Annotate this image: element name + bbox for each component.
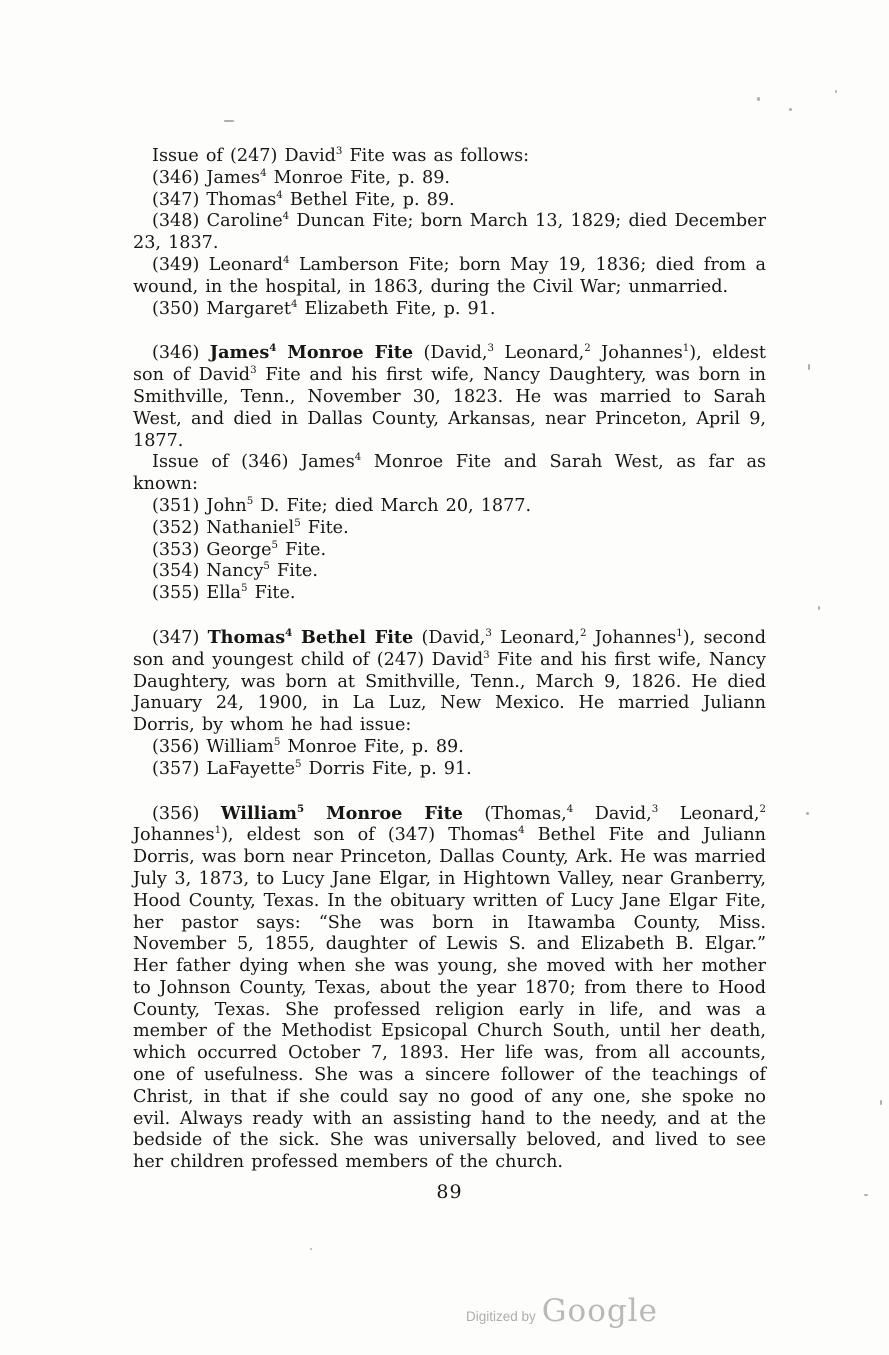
text-segment: James: [209, 342, 270, 364]
text-segment: (349) Leonard: [152, 254, 283, 275]
generation-superscript: 1: [214, 825, 222, 837]
generation-superscript: 4: [290, 298, 298, 310]
paragraph: [133, 561, 766, 583]
generation-superscript: 4: [518, 825, 525, 837]
text-segment: (355) Ella: [152, 583, 241, 604]
generation-superscript: 3: [483, 649, 490, 661]
text-segment: Issue of (247) David: [152, 146, 336, 166]
paragraph: [133, 342, 766, 452]
text-segment: (357) LaFayette: [152, 758, 295, 779]
text-segment: Lamberson Fite; born May 19, 1836; died from a wound, in the hospital, in 1863, during the Civil War; unmarried.: [133, 254, 766, 297]
text-segment: Monroe Fite, p. 89.: [280, 736, 464, 757]
text-segment: (353) George: [152, 539, 272, 560]
text-segment: ), eldest son of (347) Thomas: [221, 825, 519, 846]
paragraph: [133, 299, 766, 321]
paragraph: [133, 803, 766, 1175]
paragraph: [133, 518, 766, 540]
paragraph: [133, 211, 766, 255]
text-segment: ), eldest son of David: [133, 343, 766, 386]
generation-superscript: 5: [297, 802, 305, 815]
text-segment: Leonard,: [491, 627, 580, 648]
scan-speck: [808, 364, 810, 370]
text-segment: Johannes: [133, 825, 215, 846]
paragraph: [133, 627, 766, 737]
text-segment: David,: [573, 803, 652, 824]
text-segment: Elizabeth Fite, p. 91.: [297, 298, 496, 319]
digitized-by-label: Digitized by: [466, 1309, 536, 1324]
text-segment: (356) William: [152, 736, 274, 757]
text-segment: (354) Nancy: [152, 561, 264, 582]
generation-superscript: 4: [269, 342, 277, 355]
text-segment: (350) Margaret: [152, 298, 291, 319]
generation-superscript: 5: [294, 758, 302, 770]
generation-superscript: 4: [566, 803, 574, 815]
generation-superscript: 3: [485, 628, 492, 640]
text-segment: Bethel Fite: [292, 626, 414, 648]
google-watermark: [466, 1293, 658, 1329]
text-segment: Dorris Fite, p. 91.: [301, 758, 472, 779]
paragraph: [133, 540, 766, 562]
page-number: 89: [436, 1181, 463, 1204]
text-segment: (356): [152, 803, 221, 824]
google-logo: Google: [541, 1293, 658, 1329]
text-segment: Leonard,: [658, 803, 760, 824]
generation-superscript: 2: [759, 803, 766, 815]
scan-speck: [224, 120, 234, 122]
text-segment: Bethel Fite and Juliann Dorris, was born near Princeton, Dallas County, Ark. He was married July 3, 1873, to Lucy Jane Elgar, in Hightown Valley, near Granberry, Hood County, Texas. In the obituary written of Lucy Jane Elgar Fite, her pastor says: “She was born in Itawamba County, Miss. November 5, 1855, daughter of Lewis S. and Elizabeth B. Elgar.” Her father dying when she was young, she moved with her mother to Johnson County, Texas, about the year 1870; from there to Hood County, Texas. She professed religion early in life, and was a member of the Methodist Epsicopal Church South, until her death, which occurred October 7, 1893. Her life was, from all accounts, one of usefulness. She was a sincere follower of the teachings of Christ, in that if she could say no good of any one, she spoke no evil. Always ready with an assisting hand to the needy, and at the bedside of the sick. She was universally beloved, and lived to see her children professed members of the church.: [133, 825, 766, 1173]
paragraph: [133, 146, 766, 168]
generation-superscript: 4: [285, 627, 293, 640]
text-segment: Fite and his first wife, Nancy Daughtery, was born at Smithville, Tenn., March 9, 1826. He died January 24, 1900, in La Luz, New Mexico. He married Juliann Dorris, by whom he had issue:: [133, 649, 766, 736]
scan-speck: [864, 1194, 868, 1196]
text-segment: Johannes: [586, 627, 677, 648]
generation-superscript: 4: [276, 189, 283, 201]
generation-superscript: 5: [271, 539, 279, 551]
text-segment: Monroe Fite: [276, 342, 414, 364]
text-segment: Fite.: [300, 517, 349, 538]
scan-speck: [806, 812, 809, 815]
paragraph: [133, 190, 766, 212]
scan-speck: [818, 606, 820, 610]
paragraph: [133, 759, 766, 781]
generation-superscript: 3: [487, 343, 494, 355]
text-segment: (347) Thomas: [152, 189, 277, 210]
text-segment: D. Fite; died March 20, 1877.: [253, 495, 532, 516]
text-segment: (348) Caroline: [152, 211, 283, 232]
generation-superscript: 2: [584, 343, 591, 355]
text-segment: Duncan Fite; born March 13, 1829; died December 23, 1837.: [133, 211, 766, 254]
text-segment: ), second son and youngest child of (247) David: [133, 627, 767, 670]
scan-speck: [310, 1248, 312, 1250]
text-segment: Monroe Fite, p. 89.: [266, 167, 451, 188]
scan-speck: [757, 97, 760, 101]
text-segment: Fite was as follows:: [342, 146, 530, 166]
paragraph: [133, 452, 766, 496]
text-segment: (347): [152, 627, 208, 648]
paragraph: [133, 255, 766, 299]
text-segment: Fite.: [269, 561, 318, 582]
text-segment: (Thomas,: [462, 803, 567, 824]
text-segment: (346) James: [152, 167, 261, 188]
generation-superscript: 5: [246, 496, 254, 508]
generation-superscript: 5: [294, 517, 301, 529]
text-segment: Bethel Fite, p. 89.: [282, 189, 455, 210]
generation-superscript: 5: [273, 737, 281, 749]
scan-speck: [789, 108, 792, 111]
page-text: [133, 146, 766, 1204]
text-segment: (David,: [413, 343, 488, 364]
paragraph: [133, 583, 766, 605]
scan-speck: [880, 1100, 882, 1105]
paragraph: [133, 168, 766, 190]
generation-superscript: 4: [282, 255, 290, 267]
paragraph: [133, 496, 766, 518]
generation-superscript: 4: [260, 167, 267, 179]
paragraph: [133, 737, 766, 759]
text-segment: Monroe Fite: [304, 802, 463, 824]
generation-superscript: 5: [241, 583, 248, 595]
text-segment: William: [220, 802, 298, 824]
text-segment: Fite.: [278, 539, 327, 560]
text-segment: Fite.: [247, 583, 296, 604]
scan-speck: [835, 90, 837, 93]
generation-superscript: 3: [651, 803, 659, 815]
generation-superscript: 3: [250, 365, 257, 377]
text-segment: Fite and his first wife, Nancy Daughtery, was born in Smithville, Tenn., November 30, 1823. He was married to Sarah West, and died in Dallas County, Arkansas, near Princeton, April 9, 1877.: [133, 365, 766, 451]
generation-superscript: 4: [282, 211, 290, 223]
text-segment: Monroe Fite and Sarah West, as far as known:: [133, 452, 767, 495]
text-segment: Issue of (346) James: [152, 452, 355, 473]
text-segment: Leonard,: [493, 343, 585, 364]
generation-superscript: 5: [263, 561, 270, 573]
generation-superscript: 4: [354, 452, 362, 464]
text-segment: (346): [152, 343, 210, 364]
generation-superscript: 1: [676, 628, 683, 640]
generation-superscript: 1: [682, 343, 690, 355]
text-segment: (351) John: [152, 495, 247, 516]
text-segment: Johannes: [590, 343, 683, 364]
generation-superscript: 2: [579, 628, 587, 640]
generation-superscript: 3: [335, 146, 343, 158]
text-segment: Thomas: [207, 626, 286, 648]
text-segment: (David,: [413, 627, 486, 648]
text-segment: (352) Nathaniel: [152, 517, 295, 538]
